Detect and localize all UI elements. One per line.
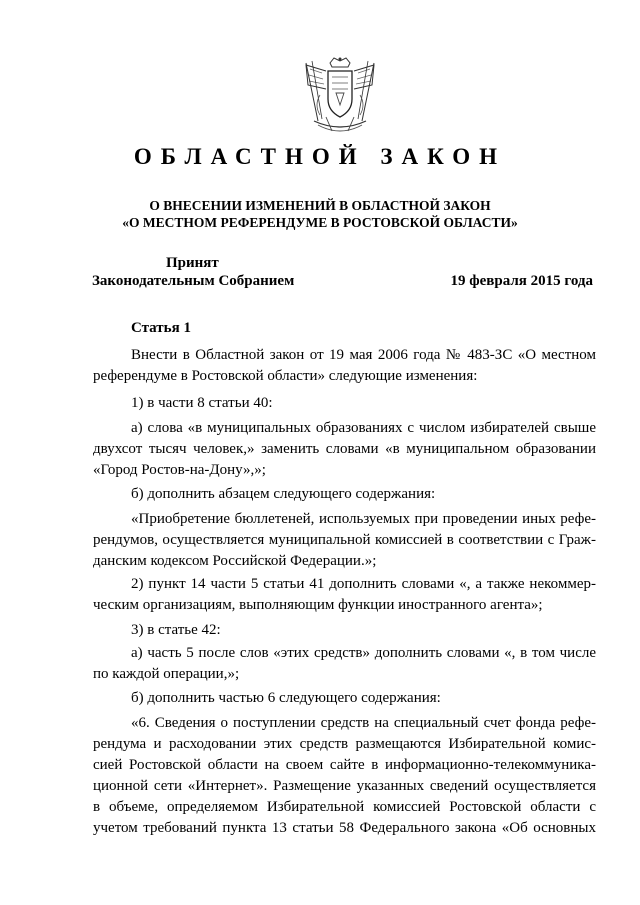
text-line: б) дополнить частью 6 следующего содержания: (131, 690, 441, 706)
document-title: ОБЛАСТНОЙ ЗАКОН (133, 144, 507, 169)
text-line: ческим организациям, выполняющим функции иностранного агента»; (93, 597, 543, 613)
adopted-label: Принят (166, 255, 219, 271)
paragraph-item-2 (93, 574, 596, 616)
text-line: «Город Ростов-на-Дону»,»; (93, 462, 266, 478)
text-line: б) дополнить абзацем следующего содержания: (131, 486, 436, 502)
paragraph-item-1b (93, 484, 596, 505)
text-line: «6. Сведения о поступлении средств на специальный счет фонда рефе- (131, 715, 596, 731)
paragraph-item-3 (93, 620, 596, 641)
text-line: двухсот тысяч человек,» заменить словами «в муниципальном образовании (93, 441, 596, 457)
text-line: «Приобретение бюллетеней, используемых при проведении иных рефе- (131, 511, 596, 527)
paragraph-intro (93, 345, 596, 387)
coat-of-arms-emblem (296, 55, 384, 141)
document-subtitle-line1: О ВНЕСЕНИИ ИЗМЕНЕНИЙ В ОБЛАСТНОЙ ЗАКОН (149, 198, 491, 213)
text-line: по каждой операции,»; (93, 666, 240, 682)
adoption-date: 19 февраля 2015 года (450, 273, 593, 289)
text-line: данским кодексом Российской Федерации.»; (93, 553, 377, 569)
paragraph-quote-part6 (93, 713, 596, 839)
text-line: 3) в статье 42: (131, 622, 221, 638)
text-line: 1) в части 8 статьи 40: (131, 395, 273, 411)
text-line: в объеме, определяемом Избирательной комиссией Ростовской области с (93, 799, 596, 815)
paragraph-item-3a (93, 643, 596, 685)
adopting-body: Законодательным Собранием (92, 273, 295, 289)
article-heading: Статья 1 (131, 320, 191, 336)
paragraph-quote-ballots (93, 509, 596, 572)
text-line: ционной сети «Интернет». Размещение указанных сведений осуществляется (93, 778, 596, 794)
paragraph-item-1 (93, 393, 596, 414)
paragraph-item-1a (93, 418, 596, 481)
text-line: 2) пункт 14 части 5 статьи 41 дополнить словами «, а также некоммер- (131, 576, 596, 592)
text-line: а) слова «в муниципальных образованиях с числом избирателей свыше (131, 420, 596, 436)
paragraph-item-3b (93, 688, 596, 709)
document-subtitle-line2: «О МЕСТНОМ РЕФЕРЕНДУМЕ В РОСТОВСКОЙ ОБЛАСТИ» (122, 215, 518, 230)
text-line: рендума и расходовании этих средств размещаются Избирательной комис- (93, 736, 596, 752)
text-line: референдуме в Ростовской области» следующие изменения: (93, 368, 478, 384)
text-line: Внести в Областной закон от 19 мая 2006 года № 483-ЗС «О местном (131, 347, 596, 363)
text-line: учетом требований пункта 13 статьи 58 Федерального закона «Об основных (93, 820, 596, 836)
text-line: а) часть 5 после слов «этих средств» дополнить словами «, в том числе (131, 645, 596, 661)
text-line: сией Ростовской области на своем сайте в информационно-телекоммуника- (93, 757, 596, 773)
text-line: рендумов, осуществляется муниципальной комиссией в соответствии с Граж- (93, 532, 596, 548)
